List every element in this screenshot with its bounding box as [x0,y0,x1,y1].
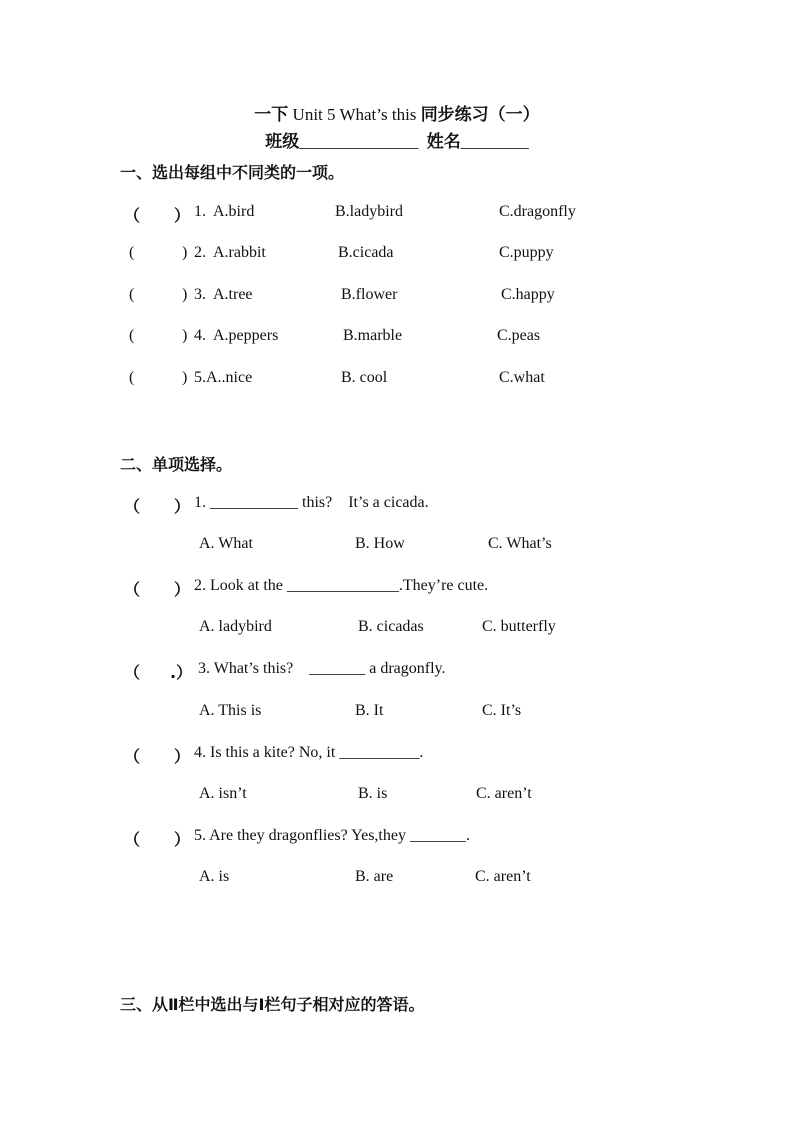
section2-heading: 二、单项选择。 [120,455,233,474]
answer-paren-open: （ [124,580,141,599]
title-cn-prefix: 一下 [254,105,289,125]
option-b: B. is [358,785,388,802]
question-text: 3. What’s this? _______ a dragonfly. [198,660,446,677]
option-b: B.marble [343,327,403,344]
option-a: A. is [199,868,230,885]
question-text: 1. ___________ this? It’s a cicada. [194,494,429,511]
answer-paren-close: ） [174,206,191,225]
class-blank: ______________ [299,132,419,151]
option-a: A. What [199,535,253,552]
option-b: B. How [355,535,405,552]
question-number: 1. [194,203,206,220]
option-a: A. ladybird [199,618,272,635]
answer-paren-open: （ [124,747,141,766]
option-a: A. isn’t [199,785,247,802]
option-b: B. are [355,868,394,885]
option-b: B.ladybird [335,203,403,220]
answer-paren-close: .） [170,663,193,682]
option-b: B. cicadas [358,618,424,635]
class-label: 班级 [265,132,300,152]
option-c: C. What’s [488,535,552,552]
option-a: A..nice [206,369,253,386]
answer-paren-open: ( [129,327,135,344]
answer-paren-open: （ [124,663,141,682]
answer-paren-open: （ [124,830,141,849]
answer-paren-close: ) [182,327,188,344]
section3-heading: 三、从Ⅱ栏中选出与Ⅰ栏句子相对应的答语。 [120,995,425,1014]
question-number: 4. [194,327,206,344]
option-c: C. aren’t [476,785,532,802]
section1-heading: 一、选出每组中不同类的一项。 [120,163,345,182]
option-b: B. It [355,702,384,719]
option-a: A.tree [213,286,253,303]
title-cn-suffix: 同步练习（一） [420,105,540,125]
answer-paren-open: （ [124,206,141,225]
option-a: A.bird [213,203,255,220]
question-number: 2. [194,244,206,261]
name-label: 姓名 [426,132,461,152]
question-number: 3. [194,286,206,303]
option-c: C. aren’t [475,868,531,885]
option-c: C.peas [497,327,541,344]
worksheet-title [0,100,794,125]
option-c: C.dragonfly [499,203,576,220]
answer-paren-close: ) [182,369,188,386]
answer-paren-close: ） [174,747,191,766]
title-en: Unit 5 What’s this [288,105,421,124]
name-blank: ________ [460,132,529,151]
option-c: C. It’s [482,702,522,719]
option-c: C.what [499,369,545,386]
question-text: 5. Are they dragonflies? Yes,they _______. [194,827,470,844]
answer-paren-open: （ [124,497,141,516]
answer-paren-close: ） [174,830,191,849]
option-c: C.puppy [499,244,554,261]
answer-paren-close: ） [174,497,191,516]
answer-paren-open: ( [129,369,135,386]
option-b: B. cool [341,369,388,386]
question-number: 5. [194,369,206,386]
answer-paren-close: ） [174,580,191,599]
option-c: C. butterfly [482,618,556,635]
answer-paren-close: ) [182,244,188,261]
option-b: B.flower [341,286,398,303]
option-a: A. This is [199,702,262,719]
answer-paren-open: ( [129,286,135,303]
answer-paren-close: ) [182,286,188,303]
option-a: A.peppers [213,327,279,344]
answer-paren-open: ( [129,244,135,261]
question-text: 2. Look at the ______________.They’re cute. [194,577,489,594]
option-a: A.rabbit [213,244,266,261]
student-info-line [0,127,794,152]
option-b: B.cicada [338,244,394,261]
question-text: 4. Is this a kite? No, it __________. [194,744,424,761]
option-c: C.happy [501,286,555,303]
